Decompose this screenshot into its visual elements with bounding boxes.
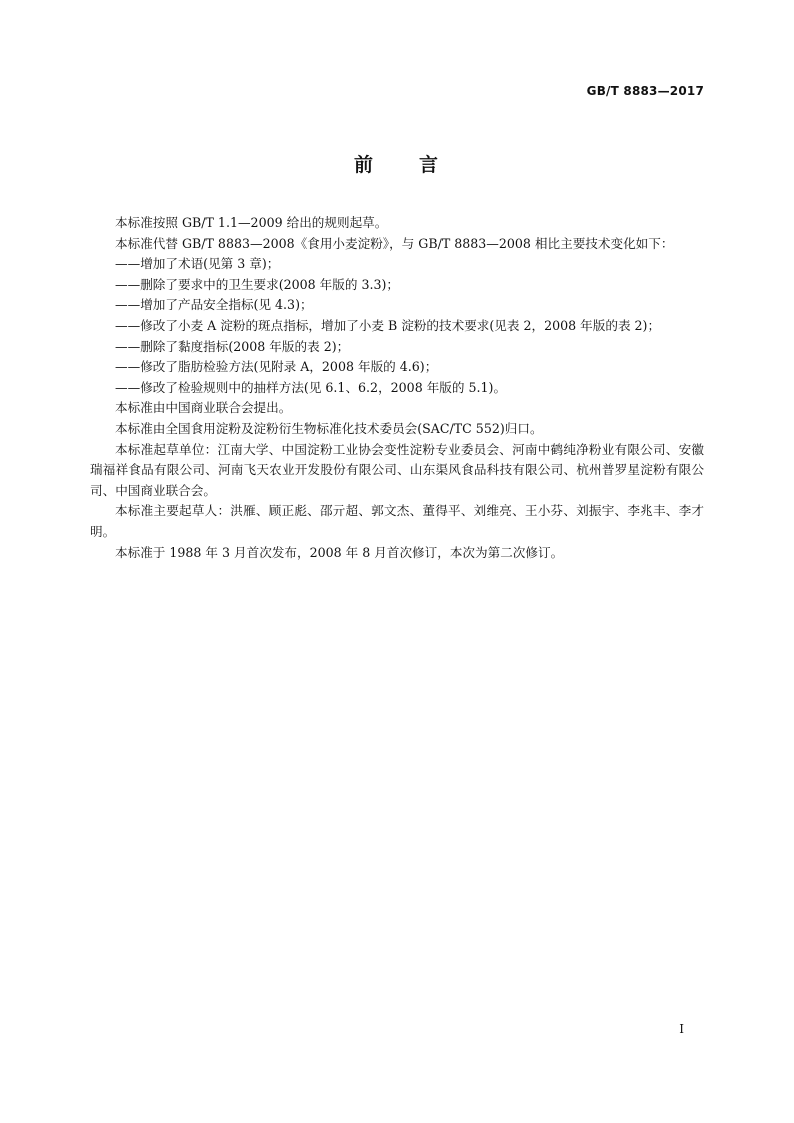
change-item: ——增加了产品安全指标(见 4.3)；	[115, 297, 313, 313]
title-char-2: 言	[419, 154, 441, 176]
paragraph-proposer: 本标准由中国商业联合会提出。	[115, 400, 292, 416]
foreword-body	[90, 213, 704, 563]
change-item: ——修改了小麦 A 淀粉的斑点指标，增加了小麦 B 淀粉的技术要求(见表 2，2008 年版的表 2)；	[115, 317, 661, 333]
paragraph-committee: 本标准由全国食用淀粉及淀粉衍生物标准化技术委员会(SAC/TC 552)归口。	[115, 420, 543, 436]
paragraph-drafters: 本标准主要起草人：洪雁、顾正彪、邵亓超、郭文杰、董得平、刘维亮、王小芬、刘振宇、李兆丰、李才明。	[90, 503, 704, 539]
change-item: ——删除了黏度指标(2008 年版的表 2)；	[115, 338, 350, 354]
change-item: ——删除了要求中的卫生要求(2008 年版的 3.3)；	[115, 276, 400, 292]
change-item: ——增加了术语(见第 3 章)；	[115, 256, 280, 272]
change-item: ——修改了检验规则中的抽样方法(见 6.1、6.2，2008 年版的 5.1)。	[115, 379, 507, 395]
page-title	[0, 150, 794, 177]
paragraph-replaces: 本标准代替 GB/T 8883—2008《食用小麦淀粉》，与 GB/T 8883—2008 相比主要技术变化如下：	[115, 235, 674, 251]
page-number: I	[679, 1022, 684, 1036]
change-item: ——修改了脂肪检验方法(见附录 A，2008 年版的 4.6)；	[115, 359, 438, 375]
paragraph-history: 本标准于 1988 年 3 月首次发布，2008 年 8 月首次修订，本次为第二次修订。	[115, 544, 564, 560]
standard-code: GB/T 8883—2017	[586, 84, 704, 98]
paragraph-drafting-units: 本标准起草单位：江南大学、中国淀粉工业协会变性淀粉专业委员会、河南中鹤纯净粉业有限公司、安徽瑞福祥食品有限公司、河南飞天农业开发股份有限公司、山东渠风食品科技有限公司、杭州普罗星淀粉有限公司、中国商业联合会。	[90, 441, 704, 498]
paragraph-drafting-rules: 本标准按照 GB/T 1.1—2009 给出的规则起草。	[115, 215, 388, 230]
title-char-1: 前	[353, 154, 375, 176]
